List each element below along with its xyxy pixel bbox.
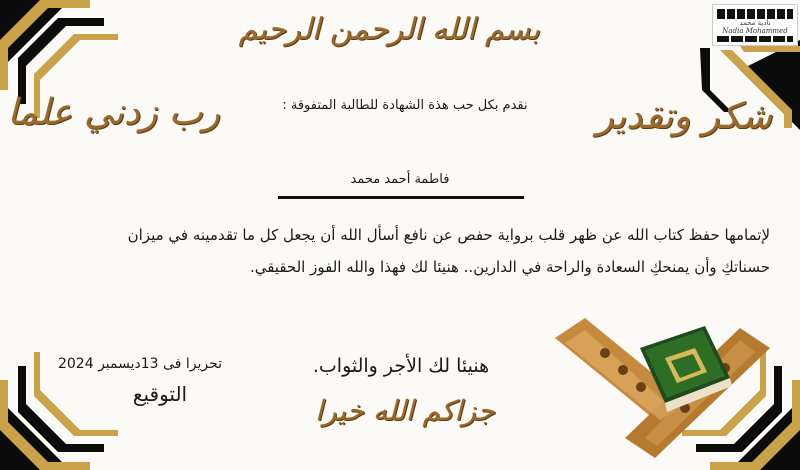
logo-arabic-text: نادية محمد: [739, 19, 771, 27]
basmala-calligraphy: بسم الله الرحمن الرحيم: [238, 12, 540, 47]
quran-stand-image: [545, 308, 775, 468]
logo-caption: Nadia Mohammed: [722, 27, 788, 35]
name-underline: [278, 196, 524, 199]
issue-date: تحريرا فى 13ديسمبر 2024: [57, 356, 223, 372]
congrats-text: هنيئا لك الأجر والثواب.: [312, 355, 490, 377]
logo: [712, 4, 798, 46]
intro-text: نقدم بكل حب هذة الشهادة للطالبة المتفوقة :: [282, 98, 528, 113]
closing-calligraphy: جزاكم الله خيرا: [315, 394, 495, 427]
student-name: فاطمة أحمد محمد: [350, 172, 450, 187]
body-line-1: لإتمامها حفظ كتاب الله عن ظهر قلب برواية حفص عن نافع أسأل الله أن يجعل كل ما تقدمينه في ميزان: [127, 226, 770, 244]
left-calligraphy: رب زدني علما: [7, 92, 220, 133]
title-calligraphy: شكر وتقدير: [596, 96, 772, 137]
body-line-2: حسناتكِ وأن يمنحكِ السعادة والراحة في الدارين.. هنيئا لك فهذا والله الفوز الحقيقي.: [249, 258, 770, 276]
signature-label: التوقيع: [132, 382, 188, 406]
